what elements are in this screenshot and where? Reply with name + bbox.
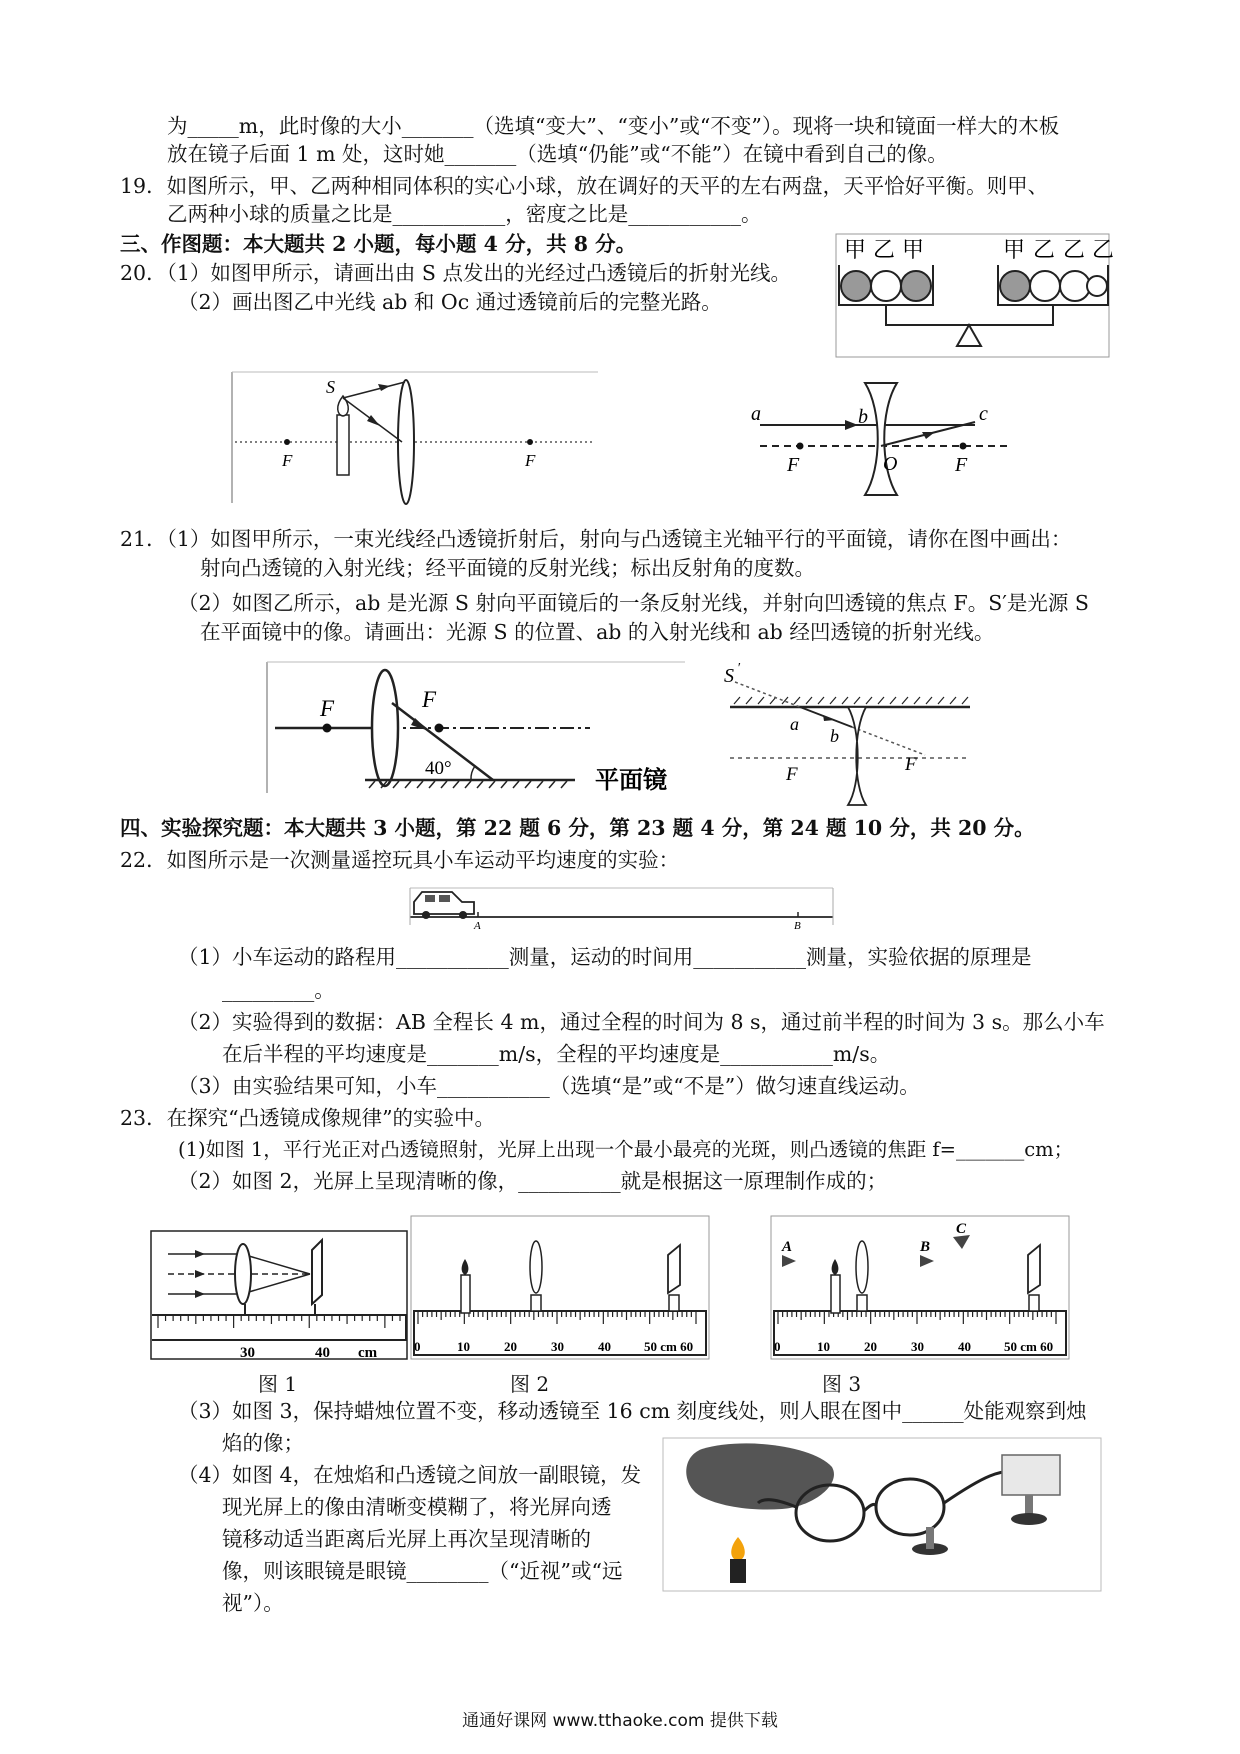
eye-position-label: A (782, 1239, 793, 1255)
text-line: （2）实验得到的数据：AB 全程长 4 m，通过全程的时间为 8 s，通过前半程的时间为 3 s。那么小车 (178, 1010, 1105, 1034)
text-line: 现光屏上的像由清晰变模糊了，将光屏向透 (222, 1495, 612, 1519)
ball-label: 乙 (1033, 237, 1056, 262)
text-line: _________。 (222, 978, 335, 1002)
ball-label: 乙 (1063, 237, 1086, 262)
figure-23-1 (150, 1230, 408, 1360)
question-20: 20．（1）如图甲所示，请画出由 S 点发出的光经过凸透镜后的折射光线。 (120, 261, 791, 285)
balance-figure (835, 233, 1115, 358)
unit-label: cm (358, 1345, 378, 1361)
footer: 通通好课网 www.tthaoke.com 提供下载 (462, 1711, 778, 1731)
text-line: （2）如图乙所示，ab 是光源 S 射向平面镜后的一条反射光线，并射向凹透镜的焦点 F。S′是光源 S (178, 591, 1089, 615)
ball-label: 甲 (844, 237, 867, 262)
tick-label: 50 cm 60 (1004, 1339, 1054, 1354)
focal-label: F (905, 754, 917, 775)
text-line: 焰的像； (222, 1431, 304, 1455)
ball-label: 甲 (1003, 237, 1026, 262)
ray-label: a (790, 714, 799, 734)
ray-label: c (979, 403, 988, 425)
tick-label: 40 (598, 1339, 611, 1354)
focal-label: F (786, 764, 798, 785)
tick-label: 10 (817, 1339, 830, 1354)
ball-label: 甲 (902, 237, 925, 262)
text-line: 放在镜子后面 1 m 处，这时她_______（选填“仍能”或“不能”）在镜中看到自己的像。 (167, 142, 948, 166)
figure-23-4-photo (662, 1437, 1102, 1592)
tick-label: 30 (240, 1345, 255, 1361)
text-line: （3）由实验结果可知，小车___________（选填“是”或“不是”）做匀速直线运动。 (178, 1074, 920, 1098)
ball-label: 乙 (1092, 237, 1115, 262)
figure-23-3 (770, 1215, 1070, 1360)
figure-21-a (265, 660, 690, 795)
point-b-label: B (794, 920, 801, 932)
mirror-label: 平面镜 (595, 768, 667, 794)
figure-23-2 (410, 1215, 710, 1360)
text-line: 视”）。 (222, 1591, 284, 1615)
source-label: S (326, 377, 335, 397)
figure-20-b (745, 380, 1020, 500)
text-line: (1)如图 1，平行光正对凸透镜照射，光屏上出现一个最小最亮的光斑，则凸透镜的焦距 f=_______cm； (178, 1138, 1074, 1161)
focal-label: F (525, 451, 536, 470)
tick-label: 10 (457, 1339, 470, 1354)
question-19: 19．如图所示，甲、乙两种相同体积的实心小球，放在调好的天平的左右两盘，天平恰好平衡。则甲、 (120, 174, 1049, 198)
tick-label: 40 (315, 1345, 330, 1361)
ray-label: a (751, 403, 761, 425)
focal-label: F (422, 687, 437, 712)
figure-22-track (408, 880, 838, 930)
question-23: 23．在探究“凸透镜成像规律”的实验中。 (120, 1106, 496, 1130)
text-line: 乙两种小球的质量之比是___________，密度之比是___________。 (167, 202, 762, 226)
eye-position-label: C (956, 1221, 967, 1237)
text-line: （2）画出图乙中光线 ab 和 Oc 通过透镜前后的完整光路。 (178, 290, 722, 314)
question-22: 22．如图所示是一次测量遥控玩具小车运动平均速度的实验： (120, 848, 680, 872)
tick-label: 30 (551, 1339, 564, 1354)
tick-label: 0 (774, 1339, 781, 1354)
text-line: （2）如图 2，光屏上呈现清晰的像，__________就是根据这一原理制作成的； (178, 1169, 888, 1193)
focal-label: F (787, 454, 800, 476)
ray-label: b (858, 406, 868, 428)
figure-caption: 图 3 (822, 1372, 862, 1396)
focal-label: F (955, 454, 968, 476)
point-a-label: A (474, 920, 481, 932)
ray-label: b (830, 726, 839, 746)
figure-caption: 图 1 (258, 1372, 298, 1396)
figure-20-a (230, 370, 600, 505)
text-line: 在平面镜中的像。请画出：光源 S 的位置、ab 的入射光线和 ab 经凹透镜的折射光线。 (200, 620, 995, 644)
question-21: 21．（1）如图甲所示，一束光线经凸透镜折射后，射向与凸透镜主光轴平行的平面镜，请你在图中画出： (120, 527, 1072, 551)
tick-label: 30 (911, 1339, 924, 1354)
candle-flame (731, 1537, 745, 1561)
tick-label: 50 cm 60 (644, 1339, 694, 1354)
text-line: （3）如图 3，保持蜡烛位置不变，移动透镜至 16 cm 刻度线处，则人眼在图中______处能观察到烛 (178, 1399, 1087, 1423)
figure-caption: 图 2 (510, 1372, 550, 1396)
focal-label: F (320, 696, 335, 721)
image-label: S (724, 665, 734, 687)
text-line: 射向凸透镜的入射光线；经平面镜的反射光线；标出反射角的度数。 (200, 556, 815, 580)
text-line: 像，则该眼镜是眼镜________（“近视”或“远 (222, 1559, 623, 1583)
eye-position-label: B (920, 1239, 931, 1255)
hand-image (686, 1443, 834, 1509)
svg-text:′: ′ (737, 661, 741, 676)
tick-label: 20 (504, 1339, 517, 1354)
figure-21-b (720, 660, 980, 810)
tick-label: 20 (864, 1339, 877, 1354)
text-line: （1）小车运动的路程用___________测量，运动的时间用___________测量，实验依据的原理是 (178, 945, 1032, 969)
text-line: 镜移动适当距离后光屏上再次呈现清晰的 (222, 1527, 591, 1551)
text-line: 在后半程的平均速度是_______m/s，全程的平均速度是___________m/s。 (222, 1042, 891, 1066)
focal-label: F (282, 451, 293, 470)
center-label: O (883, 453, 898, 475)
ball-label: 乙 (873, 237, 896, 262)
text-line: 为_____m，此时像的大小_______（选填“变大”、“变小”或“不变”）。现将一块和镜面一样大的木板 (167, 114, 1060, 138)
angle-label: 40° (425, 758, 452, 779)
tick-label: 0 (414, 1339, 421, 1354)
text-line: （4）如图 4，在烛焰和凸透镜之间放一副眼镜，发 (178, 1463, 642, 1487)
section-heading-4: 四、实验探究题：本大题共 3 小题，第 22 题 6 分，第 23 题 4 分，第 24 题 10 分，共 20 分。 (120, 816, 1035, 840)
section-heading-3: 三、作图题：本大题共 2 小题，每小题 4 分，共 8 分。 (120, 232, 637, 256)
tick-label: 40 (958, 1339, 971, 1354)
